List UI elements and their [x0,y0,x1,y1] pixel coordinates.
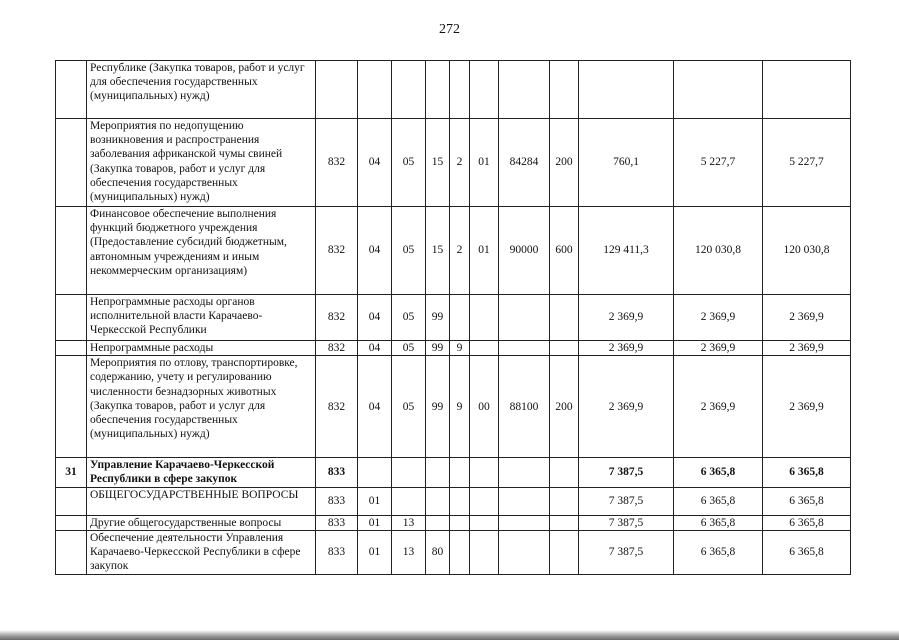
cell-pr [392,487,426,515]
cell-rz: 04 [358,119,392,207]
cell-cs4 [499,530,550,574]
cell-s3: 2 369,9 [763,356,851,458]
cell-num [56,515,87,530]
cell-pr: 05 [392,295,426,341]
cell-rz: 04 [358,295,392,341]
cell-rz: 01 [358,515,392,530]
cell-s1: 760,1 [579,119,674,207]
cell-vr: 200 [550,119,579,207]
cell-name: Мероприятия по отлову, транспортировке, содержанию, учету и регулированию численности безнадзорных животных (Закупка товаров, работ и услуг для обеспечения государственных (муниципальных) нужд) [87,356,316,458]
cell-vr [550,295,579,341]
cell-cs2 [450,295,470,341]
cell-cs4: 90000 [499,207,550,295]
cell-cs1 [426,487,450,515]
cell-grbs [316,61,358,119]
table-row [56,530,851,574]
cell-cs1: 99 [426,295,450,341]
cell-cs3 [470,341,499,356]
cell-cs4 [499,487,550,515]
cell-grbs: 832 [316,119,358,207]
cell-grbs: 832 [316,356,358,458]
cell-s3: 6 365,8 [763,487,851,515]
cell-name: Обеспечение деятельности Управления Карачаево-Черкесской Республики в сфере закупок [87,530,316,574]
cell-vr [550,515,579,530]
cell-grbs: 833 [316,487,358,515]
cell-cs1 [426,515,450,530]
table-row [56,487,851,515]
cell-s3: 5 227,7 [763,119,851,207]
cell-grbs: 832 [316,341,358,356]
cell-name: Республике (Закупка товаров, работ и услуг для обеспечения государственных (муниципальных) нужд) [87,61,316,119]
cell-pr [392,458,426,487]
cell-cs1 [426,458,450,487]
cell-rz: 04 [358,341,392,356]
cell-cs2: 9 [450,341,470,356]
cell-cs1: 15 [426,207,450,295]
table-row [56,341,851,356]
cell-cs2: 2 [450,119,470,207]
cell-pr: 05 [392,356,426,458]
cell-s2: 6 365,8 [674,487,763,515]
cell-cs4 [499,295,550,341]
cell-cs4: 88100 [499,356,550,458]
cell-s2: 120 030,8 [674,207,763,295]
cell-cs4 [499,341,550,356]
cell-grbs: 833 [316,515,358,530]
cell-cs4 [499,515,550,530]
cell-s1: 7 387,5 [579,487,674,515]
cell-name: Управление Карачаево-Черкесской Республики в сфере закупок [87,458,316,487]
budget-table [55,60,851,575]
cell-cs2: 2 [450,207,470,295]
cell-pr: 05 [392,207,426,295]
cell-rz [358,61,392,119]
cell-vr: 600 [550,207,579,295]
table-row [56,119,851,207]
cell-s2: 5 227,7 [674,119,763,207]
table-row [56,295,851,341]
scan-bottom-edge [0,630,899,640]
cell-num [56,530,87,574]
cell-s3: 6 365,8 [763,515,851,530]
cell-cs1: 15 [426,119,450,207]
cell-cs3 [470,487,499,515]
cell-cs4 [499,458,550,487]
cell-s3 [763,61,851,119]
cell-s1: 2 369,9 [579,295,674,341]
cell-cs3 [470,61,499,119]
cell-rz [358,458,392,487]
cell-vr [550,530,579,574]
cell-vr [550,487,579,515]
cell-name: Мероприятия по недопущению возникновения и распространения заболевания африканской чумы свиней (Закупка товаров, работ и услуг для обеспечения государственных (муниципальных) нужд) [87,119,316,207]
cell-s2: 6 365,8 [674,530,763,574]
cell-num [56,356,87,458]
cell-cs1: 80 [426,530,450,574]
cell-cs2 [450,458,470,487]
cell-cs2 [450,515,470,530]
cell-s1: 2 369,9 [579,356,674,458]
cell-cs3 [470,515,499,530]
cell-s3: 120 030,8 [763,207,851,295]
cell-name: Непрограммные расходы органов исполнительной власти Карачаево-Черкесской Республики [87,295,316,341]
page-number: 272 [439,22,460,37]
cell-vr: 200 [550,356,579,458]
cell-s2: 6 365,8 [674,458,763,487]
cell-s3: 2 369,9 [763,295,851,341]
cell-vr [550,458,579,487]
cell-cs1 [426,61,450,119]
cell-cs4: 84284 [499,119,550,207]
cell-cs3: 01 [470,119,499,207]
cell-s2: 2 369,9 [674,356,763,458]
cell-grbs: 833 [316,458,358,487]
cell-rz: 01 [358,487,392,515]
cell-pr: 13 [392,530,426,574]
cell-cs1: 99 [426,356,450,458]
cell-num [56,341,87,356]
cell-name: Другие общегосударственные вопросы [87,515,316,530]
cell-name: Финансовое обеспечение выполнения функций бюджетного учреждения (Предоставление субсидий бюджетным, автономным учреждениям и иным некоммерческим организациям) [87,207,316,295]
cell-cs3: 01 [470,207,499,295]
cell-s3: 6 365,8 [763,458,851,487]
cell-vr [550,341,579,356]
cell-cs2 [450,487,470,515]
table-row [56,207,851,295]
cell-pr: 13 [392,515,426,530]
cell-pr [392,61,426,119]
cell-s1: 7 387,5 [579,530,674,574]
cell-s1: 7 387,5 [579,515,674,530]
cell-name: Непрограммные расходы [87,341,316,356]
cell-pr: 05 [392,119,426,207]
table-row [56,458,851,487]
cell-num [56,295,87,341]
cell-num [56,207,87,295]
cell-grbs: 832 [316,207,358,295]
cell-vr [550,61,579,119]
cell-s1 [579,61,674,119]
cell-rz: 04 [358,207,392,295]
table-row [56,356,851,458]
cell-cs3: 00 [470,356,499,458]
cell-cs3 [470,295,499,341]
cell-pr: 05 [392,341,426,356]
cell-num [56,487,87,515]
cell-cs1: 99 [426,341,450,356]
cell-s3: 2 369,9 [763,341,851,356]
cell-rz: 01 [358,530,392,574]
cell-cs3 [470,530,499,574]
cell-num [56,61,87,119]
cell-s1: 129 411,3 [579,207,674,295]
cell-grbs: 832 [316,295,358,341]
cell-s2: 2 369,9 [674,295,763,341]
cell-num: 31 [56,458,87,487]
cell-cs4 [499,61,550,119]
cell-s1: 7 387,5 [579,458,674,487]
cell-s2 [674,61,763,119]
cell-s2: 2 369,9 [674,341,763,356]
cell-name: ОБЩЕГОСУДАРСТВЕННЫЕ ВОПРОСЫ [87,487,316,515]
cell-s1: 2 369,9 [579,341,674,356]
cell-cs3 [470,458,499,487]
cell-cs2 [450,530,470,574]
table-row [56,61,851,119]
cell-num [56,119,87,207]
cell-cs2 [450,61,470,119]
table-row [56,515,851,530]
cell-rz: 04 [358,356,392,458]
cell-s3: 6 365,8 [763,530,851,574]
cell-s2: 6 365,8 [674,515,763,530]
cell-grbs: 833 [316,530,358,574]
cell-cs2: 9 [450,356,470,458]
